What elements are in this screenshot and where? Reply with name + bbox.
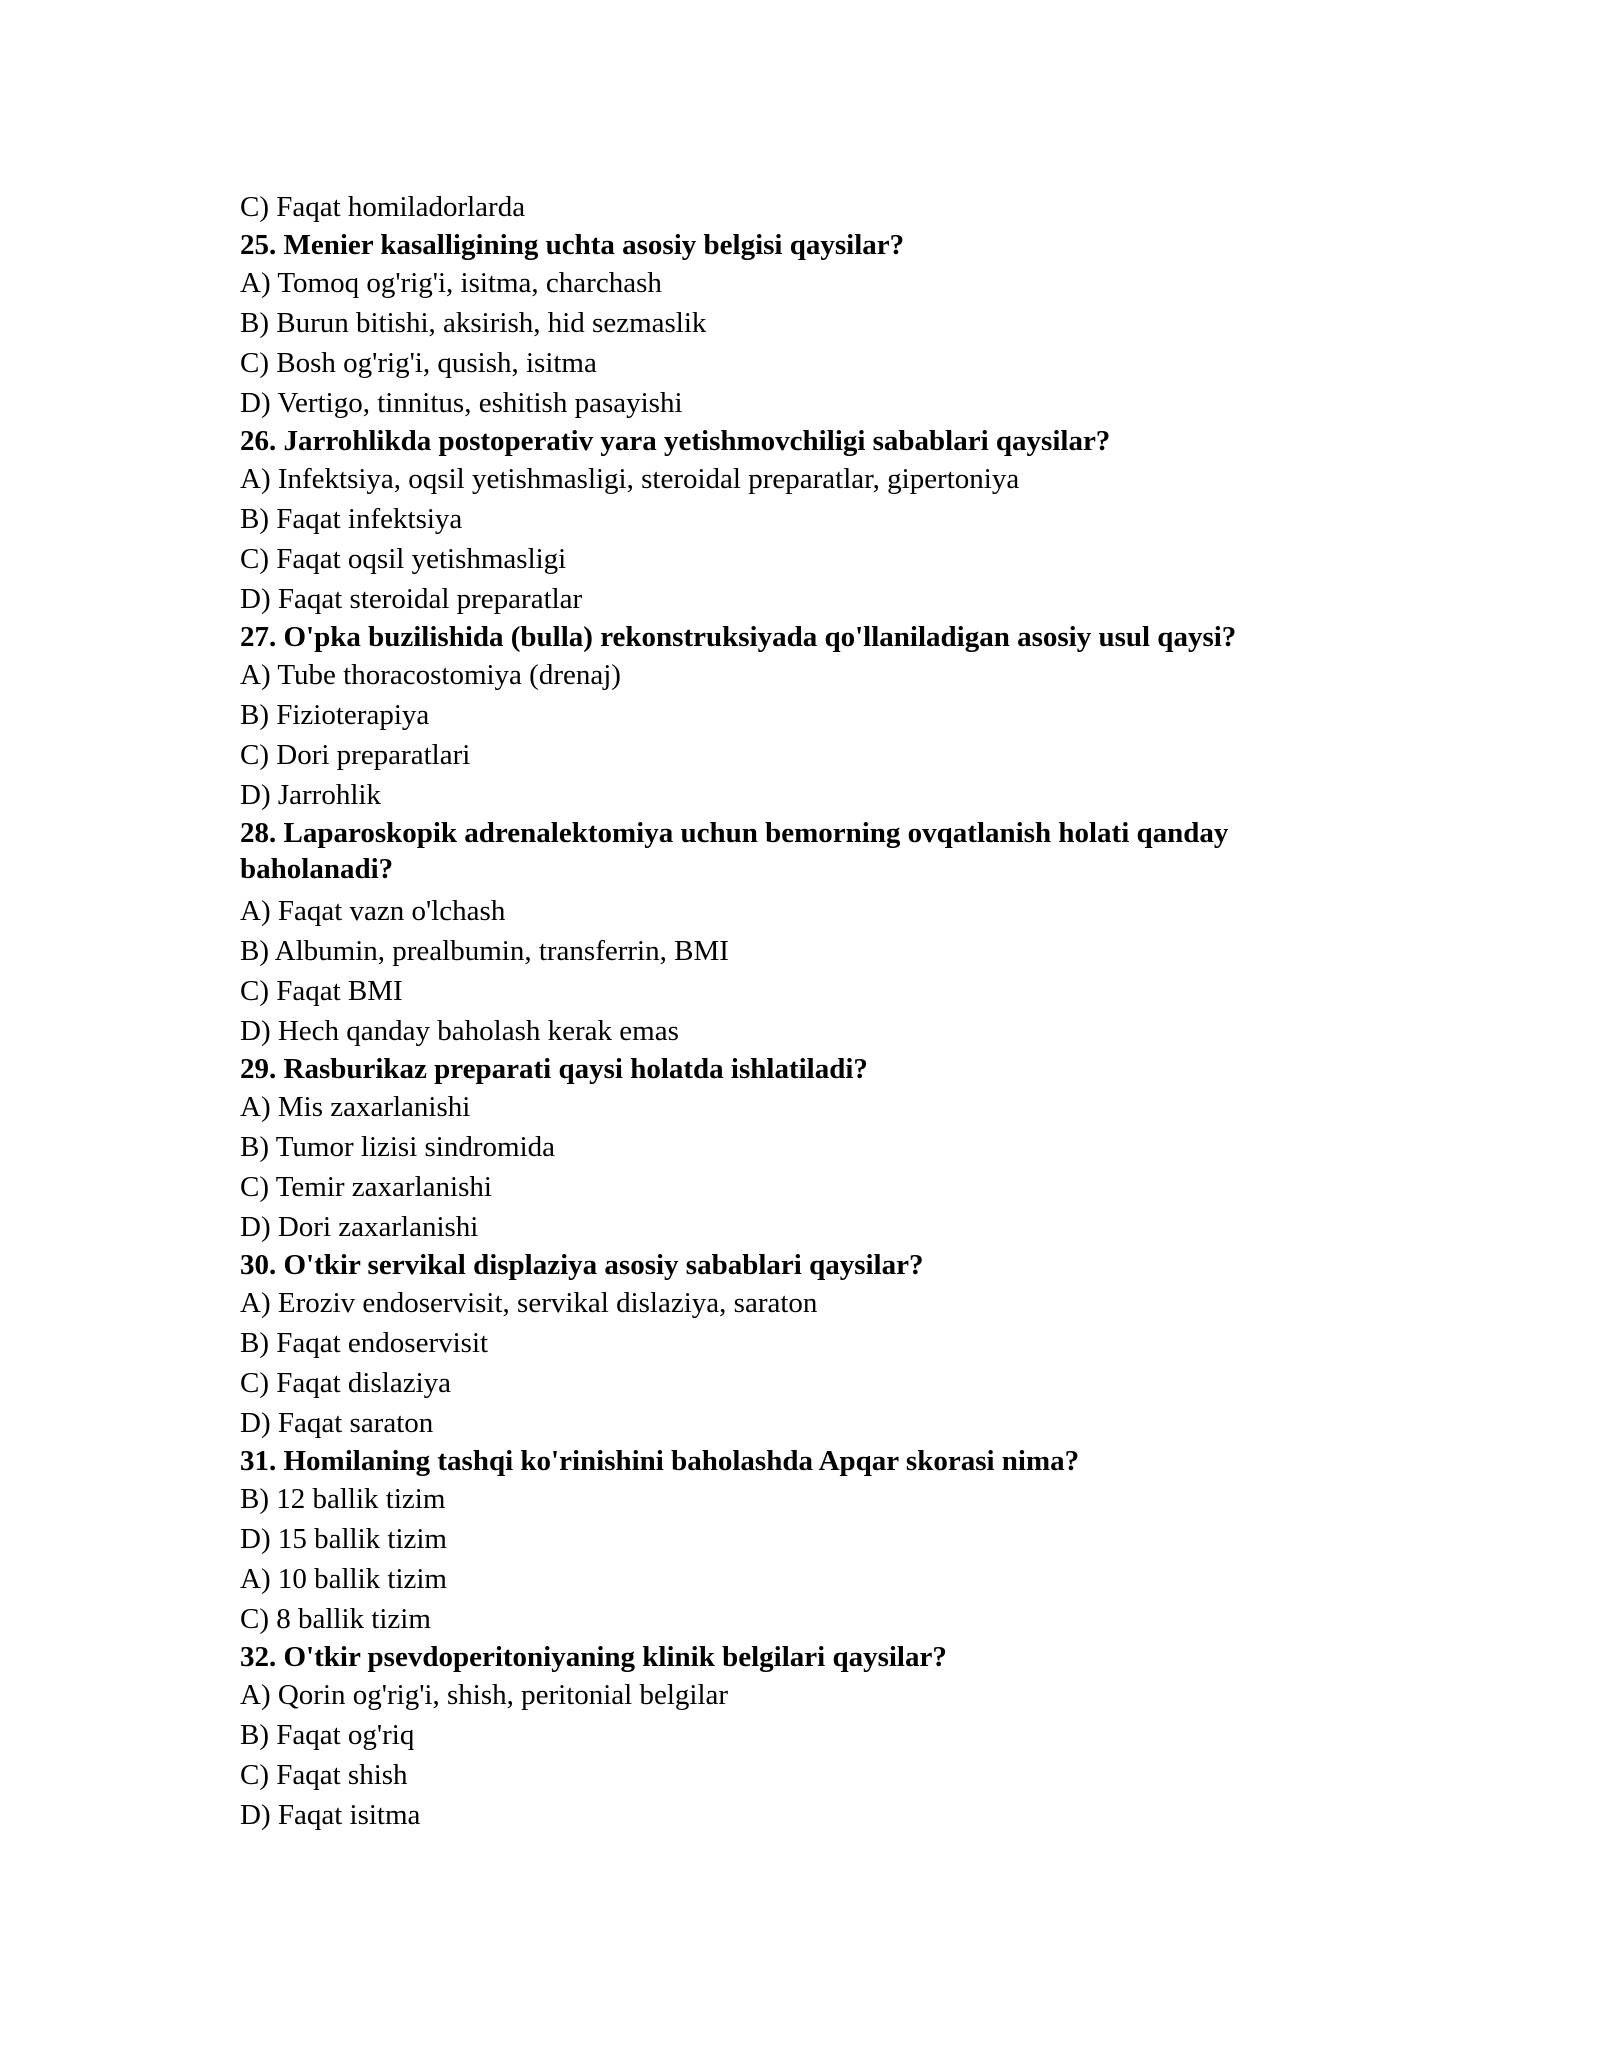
answer-option: A) 10 ballik tizim bbox=[240, 1563, 447, 1595]
answer-option: D) Dori zaxarlanishi bbox=[240, 1211, 479, 1243]
answer-option: A) Faqat vazn o'lchash bbox=[240, 895, 506, 927]
answer-option: C) Temir zaxarlanishi bbox=[240, 1171, 492, 1203]
question-heading: 31. Homilaning tashqi ko'rinishini baholashda Apqar skorasi nima? bbox=[240, 1445, 1080, 1477]
answer-option: D) Jarrohlik bbox=[240, 779, 381, 811]
answer-option: D) 15 ballik tizim bbox=[240, 1523, 447, 1555]
question-heading: 32. O'tkir psevdoperitoniyaning klinik belgilari qaysilar? bbox=[240, 1641, 947, 1673]
answer-option: A) Eroziv endoservisit, servikal dislaziya, saraton bbox=[240, 1287, 818, 1319]
question-heading: 28. Laparoskopik adrenalektomiya uchun bemorning ovqatlanish holati qanday baholanadi? bbox=[240, 817, 1229, 885]
answer-option: B) Faqat infektsiya bbox=[240, 503, 463, 535]
answer-option: B) Burun bitishi, aksirish, hid sezmaslik bbox=[240, 307, 707, 339]
answer-option: B) Faqat og'riq bbox=[240, 1719, 415, 1751]
question-heading: 26. Jarrohlikda postoperativ yara yetishmovchiligi sabablari qaysilar? bbox=[240, 425, 1111, 457]
answer-option: B) 12 ballik tizim bbox=[240, 1483, 446, 1515]
answer-option: B) Fizioterapiya bbox=[240, 699, 430, 731]
answer-option: D) Faqat isitma bbox=[240, 1799, 421, 1831]
answer-option: C) Bosh og'rig'i, qusish, isitma bbox=[240, 347, 597, 379]
question-heading: 29. Rasburikaz preparati qaysi holatda ishlatiladi? bbox=[240, 1053, 868, 1085]
document-body bbox=[240, 187, 1370, 1835]
answer-option: C) Faqat shish bbox=[240, 1759, 408, 1791]
answer-option: C) Faqat dislaziya bbox=[240, 1367, 452, 1399]
answer-option: B) Albumin, prealbumin, transferrin, BMI bbox=[240, 935, 729, 967]
answer-option: C) 8 ballik tizim bbox=[240, 1603, 431, 1635]
answer-option: B) Tumor lizisi sindromida bbox=[240, 1131, 556, 1163]
answer-option: C) Faqat homiladorlarda bbox=[240, 191, 526, 223]
answer-option: C) Dori preparatlari bbox=[240, 739, 471, 771]
answer-option: C) Faqat BMI bbox=[240, 975, 403, 1007]
question-heading: 30. O'tkir servikal displaziya asosiy sabablari qaysilar? bbox=[240, 1249, 924, 1281]
answer-option: D) Faqat steroidal preparatlar bbox=[240, 583, 583, 615]
question-heading: 25. Menier kasalligining uchta asosiy belgisi qaysilar? bbox=[240, 229, 905, 261]
answer-option: D) Vertigo, tinnitus, eshitish pasayishi bbox=[240, 387, 683, 419]
answer-option: A) Mis zaxarlanishi bbox=[240, 1091, 471, 1123]
answer-option: C) Faqat oqsil yetishmasligi bbox=[240, 543, 567, 575]
answer-option: A) Tube thoracostomiya (drenaj) bbox=[240, 659, 621, 691]
answer-option: A) Infektsiya, oqsil yetishmasligi, steroidal preparatlar, gipertoniya bbox=[240, 463, 1020, 495]
question-heading: 27. O'pka buzilishida (bulla) rekonstruksiyada qo'llaniladigan asosiy usul qaysi? bbox=[240, 621, 1237, 653]
answer-option: B) Faqat endoservisit bbox=[240, 1327, 489, 1359]
answer-option: D) Hech qanday baholash kerak emas bbox=[240, 1015, 679, 1047]
answer-option: A) Qorin og'rig'i, shish, peritonial belgilar bbox=[240, 1679, 729, 1711]
answer-option: A) Tomoq og'rig'i, isitma, charchash bbox=[240, 267, 662, 299]
answer-option: D) Faqat saraton bbox=[240, 1407, 434, 1439]
